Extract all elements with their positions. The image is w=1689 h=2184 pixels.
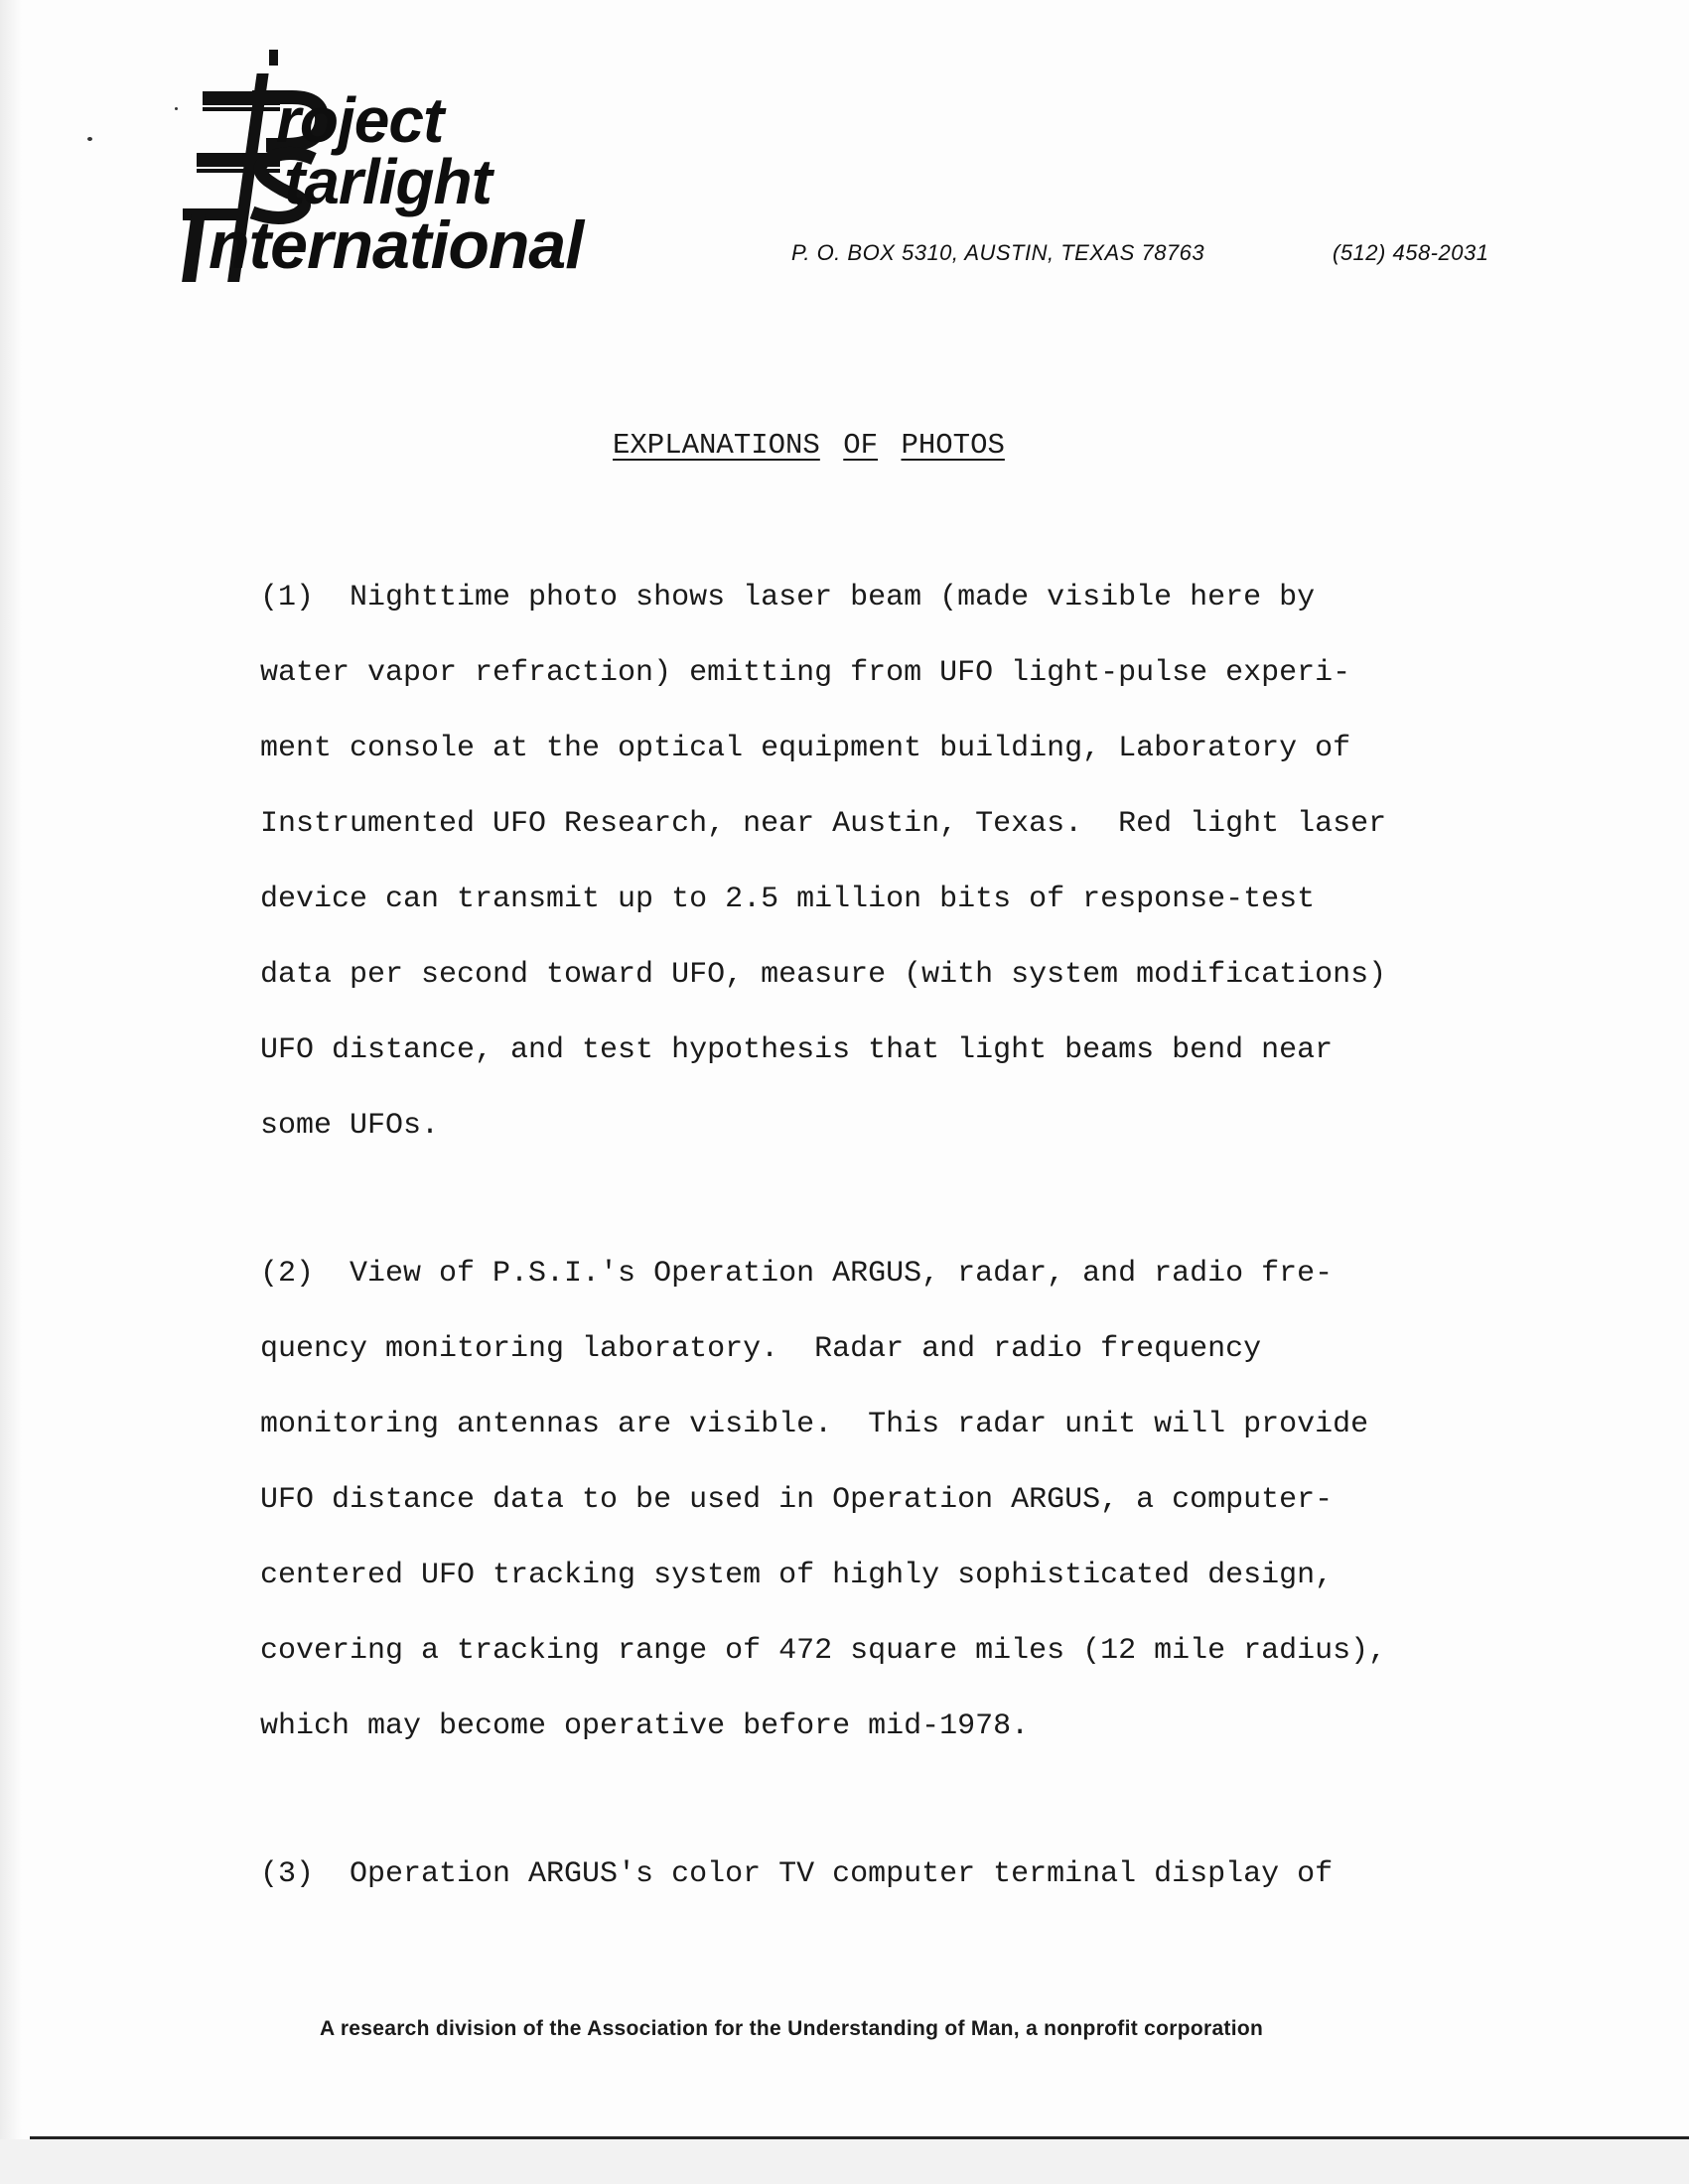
text-line: device can transmit up to 2.5 million bits of response-test (260, 883, 1316, 916)
text-line: data per second toward UFO, measure (with system modifications) (260, 958, 1387, 992)
text-line: (2) View of P.S.I.'s Operation ARGUS, radar, and radio fre- (260, 1257, 1334, 1291)
page-bottom-edge (30, 2136, 1689, 2139)
letterhead-address: P. O. BOX 5310, AUSTIN, TEXAS 78763 (791, 240, 1205, 265)
text-line: centered UFO tracking system of highly sophisticated design, (260, 1559, 1334, 1592)
text-line: ment console at the optical equipment building, Laboratory of (260, 732, 1351, 765)
text-line: monitoring antennas are visible. This radar unit will provide (260, 1408, 1369, 1441)
letterhead-phone: (512) 458-2031 (1333, 240, 1489, 265)
text-line: some UFOs. (260, 1109, 440, 1143)
letterhead-footer: A research division of the Association for the Understanding of Man, a nonprofit corporation (320, 2017, 1264, 2040)
title-word: PHOTOS (901, 429, 1005, 462)
text-line: covering a tracking range of 472 square miles (12 mile radius), (260, 1634, 1387, 1668)
text-line: water vapor refraction) emitting from UFO light-pulse experi- (260, 656, 1351, 690)
logo-line-nternational: nternational (209, 207, 584, 283)
paragraph-photo-1 (260, 560, 1551, 1163)
document-title (613, 429, 1005, 462)
text-line: Instrumented UFO Research, near Austin, Texas. Red light laser (260, 807, 1387, 841)
paragraph-photo-2 (260, 1236, 1551, 1764)
text-line: UFO distance data to be used in Operation ARGUS, a computer- (260, 1483, 1334, 1517)
scan-speck (175, 107, 178, 110)
project-starlight-logo (175, 50, 651, 288)
logo-line-roject: roject (276, 84, 444, 156)
scan-bottom-margin (0, 2139, 1689, 2184)
paragraph-photo-3 (260, 1837, 1551, 1912)
text-line: which may become operative before mid-1978. (260, 1709, 1030, 1743)
scan-speck (87, 137, 92, 141)
title-word: EXPLANATIONS (613, 429, 820, 462)
text-line: UFO distance, and test hypothesis that light beams bend near (260, 1033, 1334, 1067)
text-line: (3) Operation ARGUS's color TV computer terminal display of (260, 1857, 1334, 1891)
text-line: (1) Nighttime photo shows laser beam (made visible here by (260, 581, 1316, 614)
logo-line-tarlight: tarlight (284, 146, 492, 217)
title-word: OF (843, 429, 879, 462)
text-line: quency monitoring laboratory. Radar and radio frequency (260, 1332, 1262, 1366)
